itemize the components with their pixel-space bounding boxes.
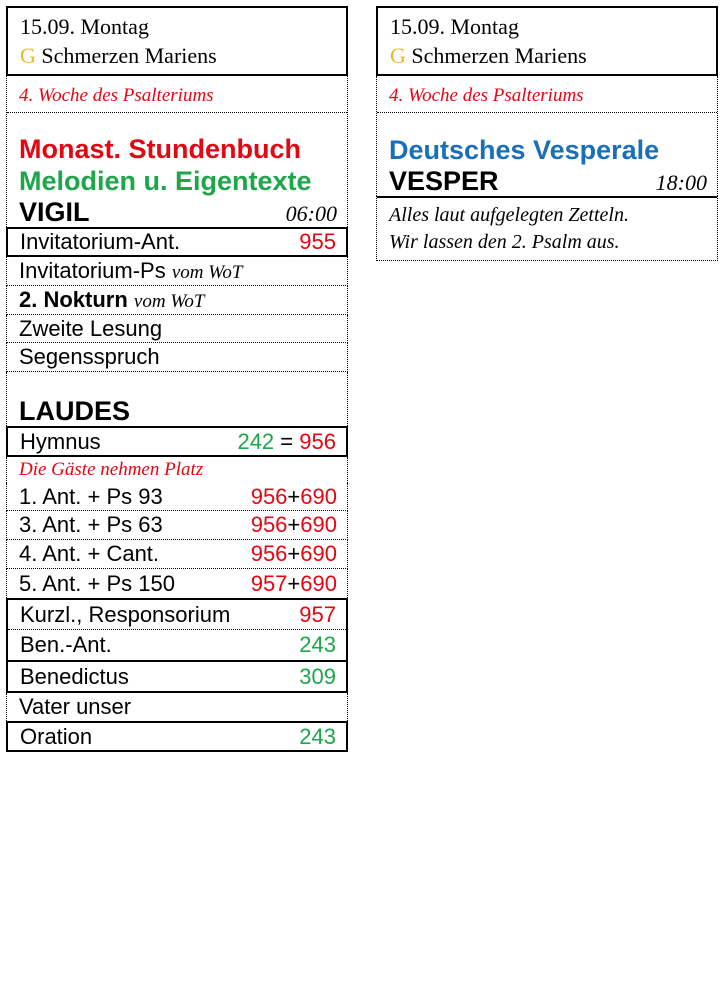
item-label: Benedictus bbox=[20, 663, 129, 689]
left-column bbox=[6, 6, 348, 752]
list-item-vater-unser bbox=[6, 693, 348, 721]
plus-sign: + bbox=[287, 512, 301, 537]
feast-name: Schmerzen Mariens bbox=[411, 43, 587, 68]
date-text: 15.09. Montag bbox=[20, 14, 149, 39]
item-label: Invitatorium-Ant. bbox=[20, 229, 181, 254]
item-page-numbers bbox=[251, 541, 337, 567]
item-label: 2. Nokturn bbox=[19, 287, 128, 312]
item-label: Zweite Lesung bbox=[19, 315, 163, 341]
item-note: vom WoT bbox=[133, 291, 205, 312]
plus-sign: + bbox=[287, 570, 301, 596]
vesper-time: 18:00 bbox=[655, 170, 707, 195]
date-header bbox=[376, 6, 718, 76]
vigil-heading bbox=[7, 197, 347, 227]
item-label: Segensspruch bbox=[19, 344, 160, 369]
item-page-number: 955 bbox=[299, 229, 336, 254]
vesper-note-line-1: Alles laut aufgelegten Zetteln. bbox=[389, 204, 629, 226]
book-title-stundenbuch: Monast. Stundenbuch bbox=[19, 134, 301, 164]
item-page-numbers bbox=[251, 484, 337, 510]
guests-note: Die Gäste nehmen Platz bbox=[19, 459, 204, 480]
vigil-name: VIGIL bbox=[19, 197, 90, 227]
item-label: Kurzl., Responsorium bbox=[20, 601, 231, 627]
right-column bbox=[376, 6, 718, 261]
list-item-psalm-4 bbox=[6, 540, 348, 569]
feast-rank-letter: G bbox=[20, 43, 36, 68]
laudes-closing-box bbox=[6, 598, 348, 662]
psalter-week: 4. Woche des Psalteriums bbox=[377, 76, 717, 113]
item-page-numbers bbox=[237, 429, 336, 455]
list-item-nokturn bbox=[6, 286, 348, 315]
list-item-zweite-lesung bbox=[6, 315, 348, 343]
page-number-red: 956 bbox=[299, 428, 336, 454]
vesper-heading bbox=[377, 166, 717, 196]
page-number: 690 bbox=[300, 483, 337, 509]
item-label: 4. Ant. + Cant. bbox=[19, 541, 160, 566]
vesper-note-box bbox=[376, 196, 718, 261]
page-number: 957 bbox=[250, 570, 288, 596]
item-label: Hymnus bbox=[20, 428, 101, 454]
book-title-melodien: Melodien u. Eigentexte bbox=[19, 166, 312, 196]
list-item-psalm-3 bbox=[6, 511, 348, 540]
psalter-week: 4. Woche des Psalteriums bbox=[7, 76, 347, 113]
page-number: 690 bbox=[300, 570, 337, 596]
vesper-name: VESPER bbox=[389, 166, 499, 196]
page-number: 690 bbox=[300, 541, 337, 566]
item-label: Ben.-Ant. bbox=[20, 632, 112, 657]
list-item-segensspruch bbox=[6, 343, 348, 372]
vigil-section bbox=[6, 76, 348, 227]
page-number: 956 bbox=[250, 541, 288, 566]
item-label: 1. Ant. + Ps 93 bbox=[19, 483, 163, 509]
page-number: 690 bbox=[300, 512, 337, 537]
vesper-note-line-2: Wir lassen den 2. Psalm aus. bbox=[389, 231, 620, 253]
vigil-list bbox=[6, 227, 348, 752]
feast-line bbox=[390, 41, 716, 70]
plus-sign: + bbox=[287, 541, 301, 566]
vigil-time: 06:00 bbox=[285, 201, 337, 226]
list-item-psalm-5 bbox=[6, 569, 348, 598]
vesper-section bbox=[376, 76, 718, 196]
vesper-note bbox=[377, 198, 717, 260]
item-label-wrap bbox=[19, 287, 204, 313]
item-page-number: 309 bbox=[299, 663, 336, 689]
page-number-green: 242 bbox=[237, 428, 275, 454]
date-header bbox=[6, 6, 348, 76]
guests-note-row bbox=[6, 457, 348, 483]
plus-sign: + bbox=[287, 483, 301, 509]
list-item-oration bbox=[6, 721, 348, 752]
item-page-number: 243 bbox=[299, 632, 336, 657]
item-label: 5. Ant. + Ps 150 bbox=[19, 570, 175, 596]
item-label: Vater unser bbox=[19, 694, 132, 719]
list-item-benedictus bbox=[6, 662, 348, 693]
item-label: Invitatorium-Ps bbox=[19, 258, 166, 283]
list-item-invitatorium-ps bbox=[6, 257, 348, 286]
list-item-kurzl bbox=[8, 600, 346, 630]
item-page-numbers bbox=[251, 571, 337, 597]
laudes-heading-area bbox=[6, 372, 348, 426]
list-item-invitatorium-ant bbox=[6, 227, 348, 257]
feast-line bbox=[20, 41, 346, 70]
equals-sign: = bbox=[280, 428, 294, 454]
item-label: 3. Ant. + Ps 63 bbox=[19, 512, 163, 537]
book-title-vesperale: Deutsches Vesperale bbox=[389, 135, 660, 165]
date-text: 15.09. Montag bbox=[390, 14, 519, 39]
feast-name: Schmerzen Mariens bbox=[41, 43, 217, 68]
page-number: 956 bbox=[250, 483, 288, 509]
item-label: Oration bbox=[20, 723, 93, 749]
item-note: vom WoT bbox=[171, 262, 243, 283]
item-page-numbers bbox=[251, 512, 337, 538]
item-page-number: 957 bbox=[299, 601, 336, 627]
list-item-psalm-1 bbox=[6, 483, 348, 511]
item-page-number: 243 bbox=[299, 723, 336, 749]
item-label-wrap bbox=[19, 258, 242, 284]
list-item-benant bbox=[8, 630, 346, 660]
page-number: 956 bbox=[250, 512, 288, 537]
feast-rank-letter: G bbox=[390, 43, 406, 68]
list-item-hymnus bbox=[6, 426, 348, 457]
laudes-name: LAUDES bbox=[19, 396, 131, 426]
